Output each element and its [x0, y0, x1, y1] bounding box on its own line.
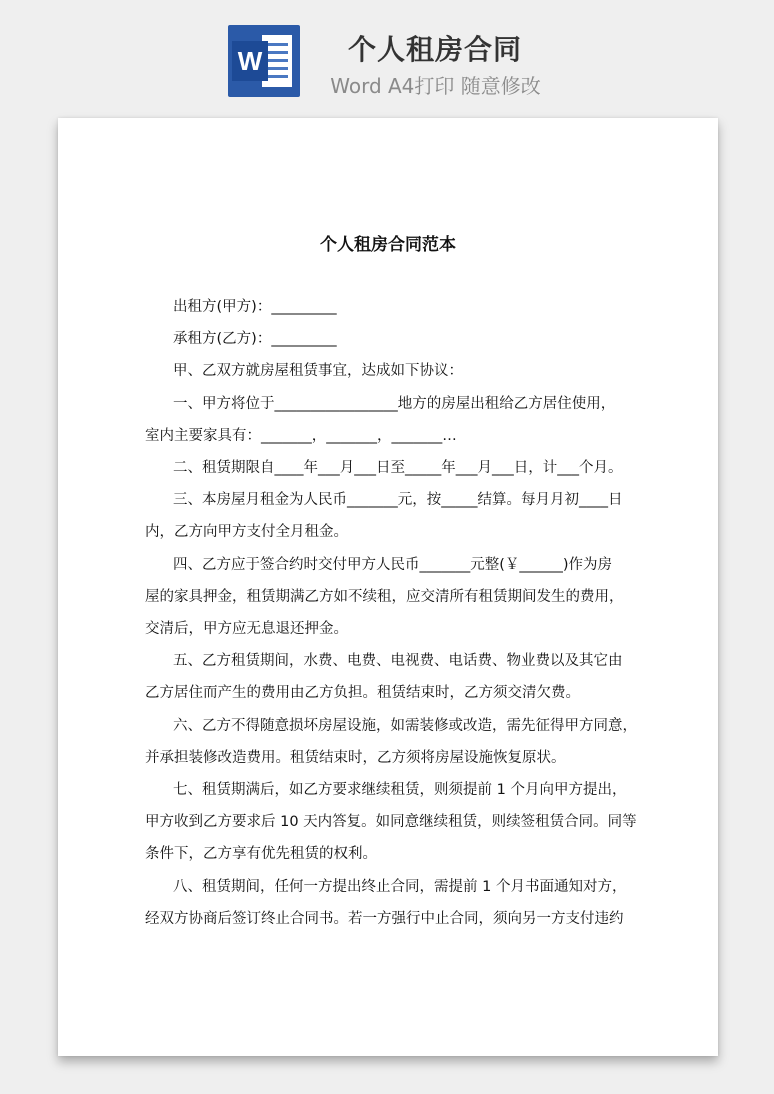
doc-line: 室内主要家具有：_______，_______，_______… [145, 428, 457, 444]
doc-line: 四、乙方应于签合约时交付甲方人民币_______元整(￥______)作为房 [173, 557, 613, 573]
doc-line: 经双方协商后签订终止合同书。若一方强行中止合同，须向另一方支付违约 [145, 911, 624, 927]
doc-line: 八、租赁期间，任何一方提出终止合同，需提前 1 个月书面通知对方， [173, 879, 627, 895]
doc-line: 交清后，甲方应无息退还押金。 [145, 621, 348, 637]
doc-line: 承租方(乙方)：_________ [173, 331, 337, 347]
doc-line: 一、甲方将位于_________________地方的房屋出租给乙方居住使用， [173, 396, 616, 412]
doc-line: 条件下，乙方享有优先租赁的权利。 [145, 846, 377, 862]
page-subtitle: Word A4打印 随意修改 [330, 74, 541, 98]
doc-line: 内，乙方向甲方支付全月租金。 [145, 524, 348, 540]
doc-line: 七、租赁期满后，如乙方要求继续租赁，则须提前 1 个月向甲方提出， [173, 782, 627, 798]
doc-line: 屋的家具押金，租赁期满乙方如不续租，应交清所有租赁期间发生的费用， [145, 589, 624, 605]
document-page [58, 118, 718, 1056]
document-title: 个人租房合同范本 [320, 235, 456, 255]
word-icon [228, 25, 300, 97]
doc-line: 乙方居住而产生的费用由乙方负担。租赁结束时，乙方须交清欠费。 [145, 685, 580, 701]
doc-line: 二、租赁期限自____年___月___日至_____年___月___日，计___个月。 [173, 460, 623, 476]
doc-line: 五、乙方租赁期间，水费、电费、电视费、电话费、物业费以及其它由 [173, 653, 623, 669]
header [0, 0, 774, 110]
doc-line: 三、本房屋月租金为人民币_______元，按_____结算。每月月初____日 [173, 492, 623, 508]
doc-line: 六、乙方不得随意损坏房屋设施，如需装修或改造，需先征得甲方同意， [173, 718, 637, 734]
doc-line: 并承担装修改造费用。租赁结束时，乙方须将房屋设施恢复原状。 [145, 750, 566, 766]
word-letter: W [232, 41, 268, 81]
doc-line: 甲、乙双方就房屋租赁事宜，达成如下协议： [173, 363, 463, 379]
page-title: 个人租房合同 [347, 33, 522, 66]
doc-line: 甲方收到乙方要求后 10 天内答复。如同意继续租赁，则续签租赁合同。同等 [145, 814, 637, 830]
doc-line: 出租方(甲方)：_________ [173, 299, 337, 315]
